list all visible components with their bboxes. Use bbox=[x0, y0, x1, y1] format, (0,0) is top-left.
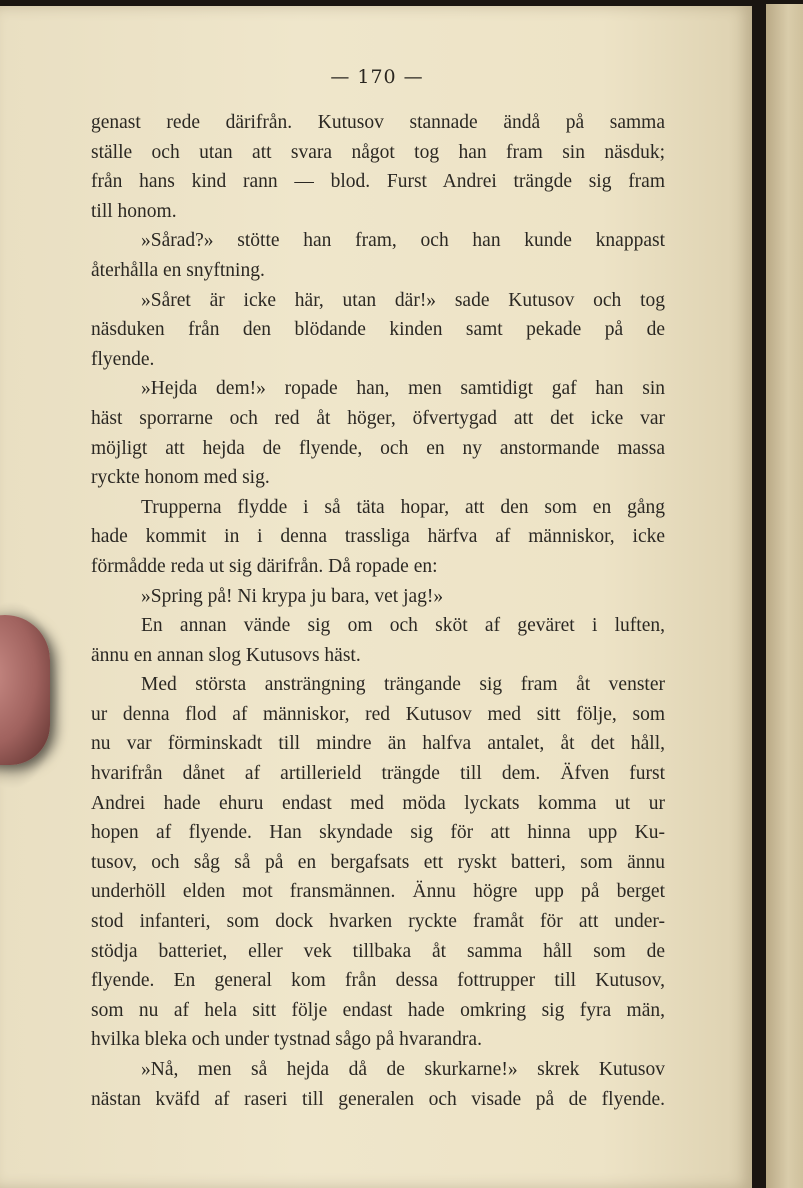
text-line: stödja batteriet, eller vek tillbaka åt samma håll som de bbox=[91, 940, 665, 962]
page-number: — 170 — bbox=[330, 66, 424, 88]
text-line: hvarifrån dånet af artillerield trängde till dem. Äfven furst bbox=[91, 763, 665, 785]
text-line: möjligt att hejda de flyende, och en ny anstormande massa bbox=[91, 437, 665, 459]
finger bbox=[0, 615, 50, 765]
text-line: genast rede därifrån. Kutusov stannade ändå på samma bbox=[91, 112, 665, 133]
text-line: nu var förminskadt till mindre än halfva antalet, åt det håll, bbox=[91, 733, 665, 755]
text-line: nästan kväfd af raseri till generalen och visade på de flyende. bbox=[91, 1088, 665, 1110]
text-line: Andrei hade ehuru endast med möda lyckats komma ut ur bbox=[91, 792, 665, 814]
text-line: tusov, och såg så på en bergafsats ett ryskt batteri, som ännu bbox=[91, 851, 665, 873]
text-line: häst sporrarne och red åt höger, öfvertygad att det icke var bbox=[91, 407, 665, 429]
text-line: En annan vände sig om och sköt af geväret i luften, bbox=[141, 615, 665, 637]
text-line: förmådde reda ut sig därifrån. Då ropade en: bbox=[91, 555, 438, 577]
text-line: ännu en annan slog Kutusovs häst. bbox=[91, 644, 361, 666]
text-line: »Spring på! Ni krypa ju bara, vet jag!» bbox=[141, 585, 444, 607]
text-line: återhålla en snyftning. bbox=[91, 259, 265, 281]
text-line: hopen af flyende. Han skyndade sig för att hinna upp Ku- bbox=[91, 822, 665, 844]
text-line: ur denna flod af människor, red Kutusov med sitt följe, som bbox=[91, 703, 665, 725]
text-line: ryckte honom med sig. bbox=[91, 467, 270, 489]
text-line: stod infanteri, som dock hvarken ryckte framåt för att under- bbox=[91, 911, 665, 933]
text-line: till honom. bbox=[91, 200, 177, 222]
text-line: näsduken från den blödande kinden samt pekade på de bbox=[91, 319, 665, 341]
text-line: »Nå, men så hejda då de skurkarne!» skrek Kutusov bbox=[141, 1059, 665, 1080]
text-line: hade kommit in i denna trassliga härfva af människor, icke bbox=[91, 526, 665, 548]
text-line: Trupperna flydde i så täta hopar, att den som en gång bbox=[141, 496, 665, 518]
text-line: ställe och utan att svara något tog han fram sin näsduk; bbox=[91, 141, 665, 163]
text-line: som nu af hela sitt följe endast hade omkring sig fyra män, bbox=[91, 999, 665, 1021]
text-line: från hans kind rann — blod. Furst Andrei trängde sig fram bbox=[91, 171, 665, 193]
text-line: Med största ansträngning trängande sig fram åt venster bbox=[141, 674, 665, 696]
next-page-edge bbox=[766, 4, 803, 1188]
text-line: »Hejda dem!» ropade han, men samtidigt gaf han sin bbox=[141, 378, 665, 400]
body-text bbox=[91, 108, 665, 1114]
text-line: hvilka bleka och under tystnad sågo på hvarandra. bbox=[91, 1029, 482, 1051]
text-line: underhöll elden mot fransmännen. Ännu högre upp på berget bbox=[91, 881, 665, 903]
text-line: »Såret är icke här, utan där!» sade Kutusov och tog bbox=[141, 289, 665, 311]
text-line: flyende. En general kom från dessa fottrupper till Kutusov, bbox=[91, 970, 665, 992]
text-line: »Sårad?» stötte han fram, och han kunde knappast bbox=[141, 230, 665, 252]
text-line: flyende. bbox=[91, 348, 155, 370]
